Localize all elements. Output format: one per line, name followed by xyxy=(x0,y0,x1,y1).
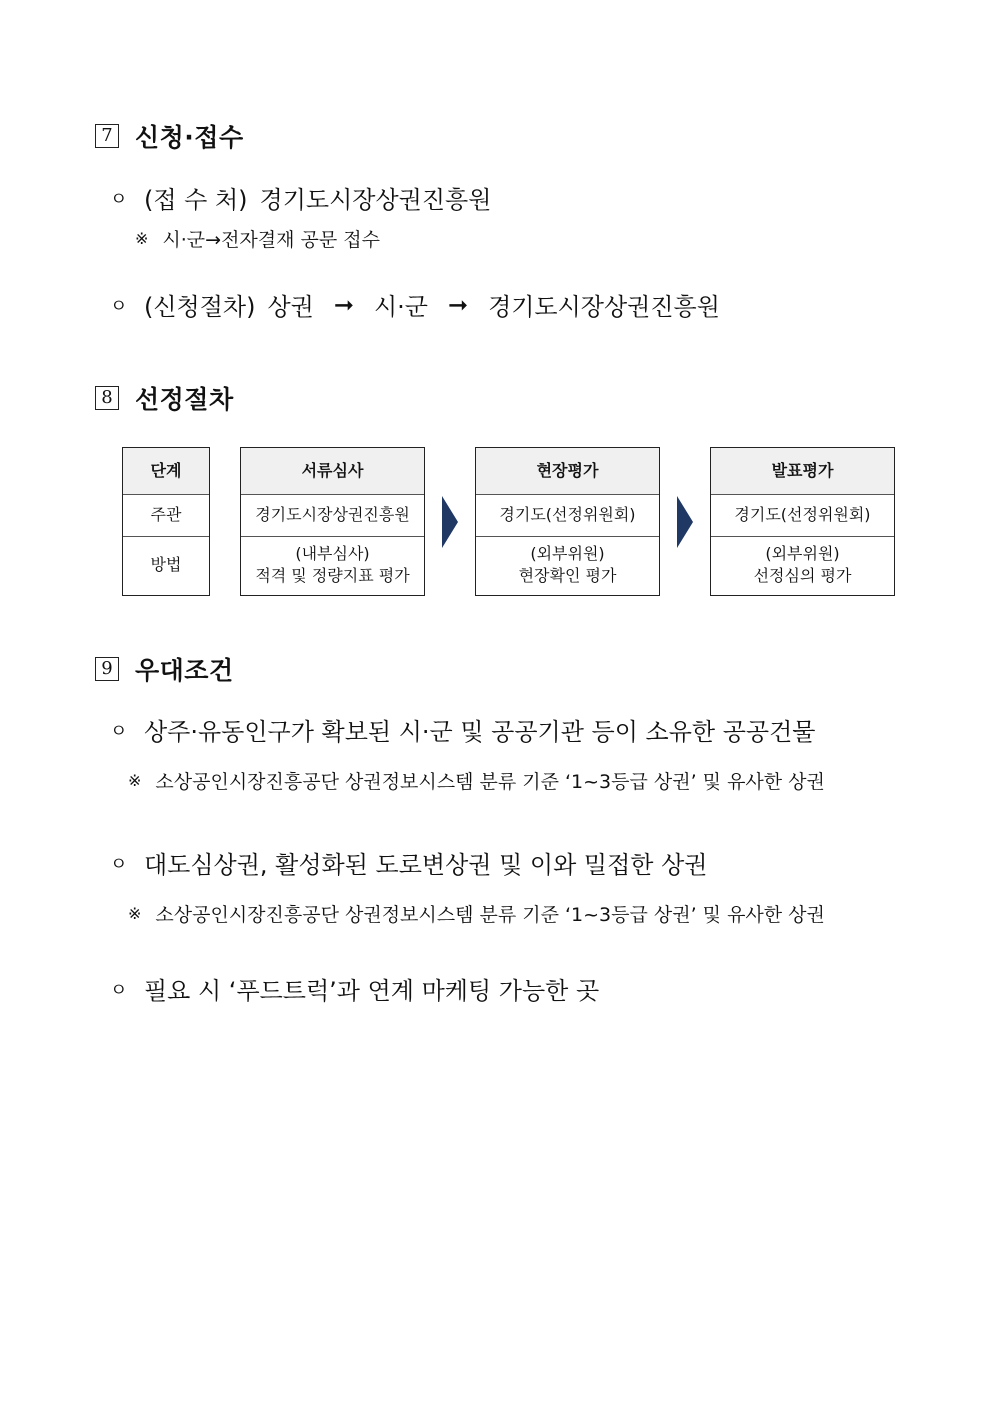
reference-mark-icon: ※ xyxy=(128,771,142,790)
note-text: 소상공인시장진흥공단 상권정보시스템 분류 기준 ‘1~3등급 상권’ 및 유사한 상권 xyxy=(155,771,825,793)
stage-method-line2: 선정심의 평가 xyxy=(753,566,852,585)
stage-method xyxy=(476,536,659,594)
section-number-box: 8 xyxy=(95,386,119,410)
bullet-label: (신청절차) xyxy=(144,293,256,321)
stage-method-line1: (내부심사) xyxy=(295,544,370,563)
note-item xyxy=(128,767,825,794)
bullet-text: 경기도시장상권진흥원 xyxy=(259,186,492,214)
reference-mark-icon: ※ xyxy=(135,229,149,248)
section-8-heading xyxy=(95,380,234,416)
stage-method-line2: 현장확인 평가 xyxy=(518,566,617,585)
process-step: 경기도시장상권진흥원 xyxy=(488,293,720,321)
stage-method-line2: 적격 및 정량지표 평가 xyxy=(255,566,410,585)
stage-box-field-evaluation xyxy=(475,447,660,596)
bullet-item xyxy=(110,845,707,880)
row-label-method: 방법 xyxy=(150,555,182,574)
section-title: 신청·접수 xyxy=(135,123,244,152)
arrow-right-icon: ➞ xyxy=(333,290,354,319)
chevron-right-icon xyxy=(442,496,458,548)
stage-name: 발표평가 xyxy=(711,448,894,495)
bullet-label: (접 수 처) xyxy=(144,186,248,214)
bullet-item xyxy=(110,287,720,322)
section-number-box: 7 xyxy=(95,124,119,148)
process-step: 시·군 xyxy=(373,293,428,321)
stage-org: 경기도(선정위원회) xyxy=(476,494,659,537)
bullet-item xyxy=(110,180,491,215)
stage-name: 현장평가 xyxy=(476,448,659,495)
note-item xyxy=(128,900,825,927)
row-label-org: 주관 xyxy=(123,494,209,537)
stage-method xyxy=(711,536,894,594)
reference-mark-icon: ※ xyxy=(128,904,142,923)
stage-box-document-review xyxy=(240,447,425,596)
bullet-icon: ㅇ xyxy=(110,188,128,210)
stage-method-line1: (외부위원) xyxy=(765,544,840,563)
bullet-icon: ㅇ xyxy=(110,295,128,317)
row-label-stage: 단계 xyxy=(123,448,209,495)
bullet-icon: ㅇ xyxy=(110,979,128,1001)
stage-box-presentation-evaluation xyxy=(710,447,895,596)
chevron-right-icon xyxy=(677,496,693,548)
row-label-box xyxy=(122,447,210,596)
stage-method-line1: (외부위원) xyxy=(530,544,605,563)
note-text: 소상공인시장진흥공단 상권정보시스템 분류 기준 ‘1~3등급 상권’ 및 유사한 상권 xyxy=(155,904,825,926)
stage-name: 서류심사 xyxy=(241,448,424,495)
section-9-heading xyxy=(95,651,234,687)
stage-method xyxy=(241,536,424,594)
bullet-item xyxy=(110,971,599,1006)
bullet-text: 상주·유동인구가 확보된 시·군 및 공공기관 등이 소유한 공공건물 xyxy=(144,718,816,746)
bullet-icon: ㅇ xyxy=(110,720,128,742)
bullet-item xyxy=(110,712,815,747)
bullet-icon: ㅇ xyxy=(110,853,128,875)
section-title: 우대조건 xyxy=(135,656,234,685)
process-step: 상권 xyxy=(267,293,314,321)
section-title: 선정절차 xyxy=(135,385,234,414)
stage-org: 경기도시장상권진흥원 xyxy=(241,494,424,537)
bullet-text: 필요 시 ‘푸드트럭’과 연계 마케팅 가능한 곳 xyxy=(144,977,600,1005)
bullet-text: 대도심상권, 활성화된 도로변상권 및 이와 밀접한 상권 xyxy=(144,851,708,879)
stage-org: 경기도(선정위원회) xyxy=(711,494,894,537)
arrow-right-icon: ➞ xyxy=(447,290,469,319)
note-text: 시·군→전자결재 공문 접수 xyxy=(162,229,380,251)
section-number-box: 9 xyxy=(95,657,119,681)
section-7-heading xyxy=(95,118,244,154)
note-item xyxy=(135,225,380,252)
